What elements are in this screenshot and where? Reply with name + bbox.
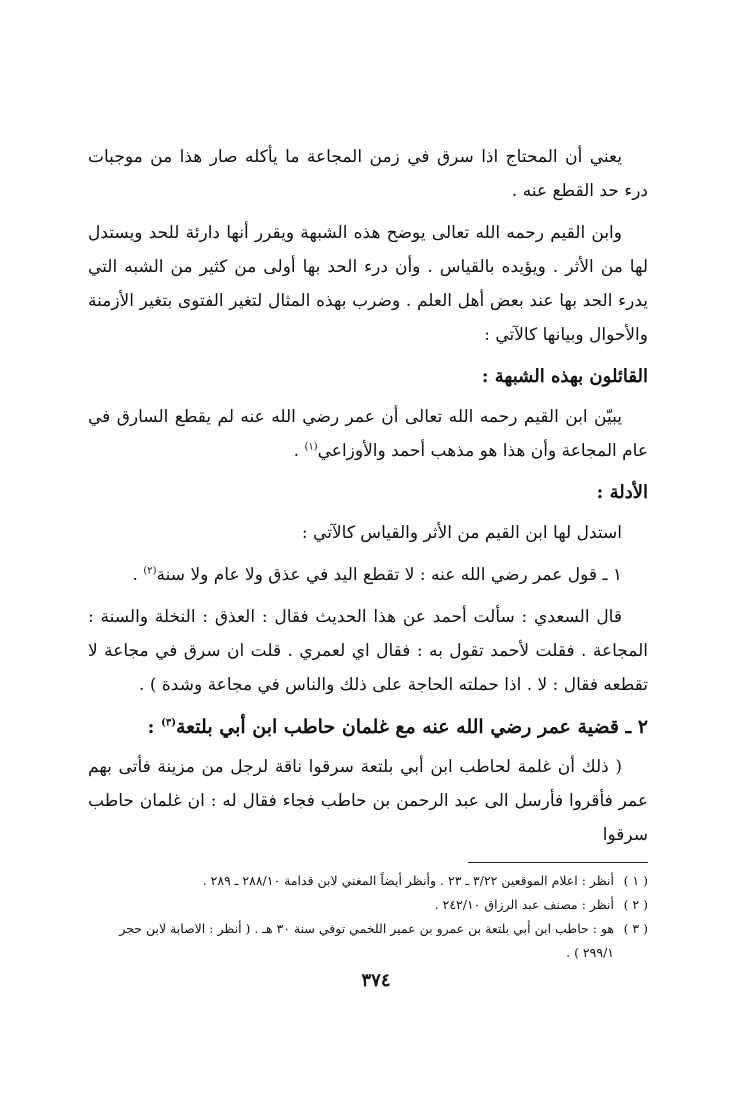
main-text <box>88 140 648 860</box>
paragraph-4: استدل لها ابن القيم من الأثر والقياس كالآتي : <box>301 523 622 543</box>
paragraph-3-text: يبيّن ابن القيم رحمه الله تعالى أن عمر رضي الله عنه لم يقطع السارق في عام المجاعة وأن هذا هو مذهب أحمد والأوزاعي <box>88 407 648 461</box>
footnote-text: أنظر : اعلام الموقعين ٣/٢٢ ـ ٢٣ . وأنظر أيضاً المغني لابن قدامة ٢٨٨/١٠ ـ ٢٨٩ . <box>202 873 614 888</box>
footnote-ref-3: (٣) <box>161 717 176 729</box>
footnote-ref-2: (٢) <box>143 565 157 577</box>
footnote-number: ( ٢ ) <box>623 897 648 912</box>
heading-case-text: ٢ ـ قضية عمر رضي الله عنه مع غلمان حاطب ابن أبي بلتعة <box>175 716 648 738</box>
footnote-divider <box>468 862 648 863</box>
paragraph-5-end: . <box>132 565 144 585</box>
footnote-text: أنظر : مصنف عبد الرزاق ٢٤٢/١٠ . <box>434 897 614 912</box>
footnote-1 <box>88 869 648 893</box>
paragraph-1: يعني أن المحتاج اذا سرق في زمن المجاعة ما يأكله صار هذا من موجبات درء حد القطع عنه . <box>88 147 648 201</box>
page-number: ٣٧٤ <box>361 970 391 991</box>
heading-proponents: القائلون بهذه الشبهة : <box>481 366 648 387</box>
paragraph-5-text: ١ ـ قول عمر رضي الله عنه : لا تقطع اليد في عذق ولا عام ولا سنة <box>156 565 622 585</box>
paragraph-3-end: . <box>293 441 305 461</box>
paragraph-2: وابن القيم رحمه الله تعالى يوضح هذه الشبهة ويقرر أنها دارئة للحد ويستدل لها من الأثر . ويؤيده بالقياس . وأن درء الحد بها أولى من كثير من الشبه التي يدرء الحد بها عند بعض أهل العلم . وضرب بهذه المثال لتغير الفتوى بتغير الأزمنة والأحوال وبيانها كالآتي : <box>88 223 648 345</box>
footnote-2 <box>88 893 648 917</box>
footnote-number: ( ١ ) <box>623 873 648 888</box>
heading-case-end: : <box>147 716 162 738</box>
heading-case-umar <box>88 710 648 744</box>
heading-evidence: الأدلة : <box>596 482 648 503</box>
footnote-3 <box>88 917 648 965</box>
footnotes <box>88 862 648 965</box>
paragraph-6: قال السعدي : سألت أحمد عن هذا الحديث فقال : العذق : النخلة والسنة : المجاعة . فقلت لأحمد تقول به : فقال اي لعمري . قلت ان سرق في مجاعة لا تقطعه فقال : لا . اذا حملته الحاجة على ذلك والناس في مجاعة وشدة ) . <box>88 607 648 695</box>
footnote-ref-1: (١) <box>304 441 318 453</box>
paragraph-7: ( ذلك أن غلمة لحاطب ابن أبي بلتعة سرقوا ناقة لرجل من مزينة فأتى بهم عمر فأقروا فأرسل الى عبد الرحمن بن حاطب فجاء فقال له : ان غلمان حاطب سرقوا <box>88 757 648 845</box>
paragraph-3 <box>88 400 648 468</box>
footnote-number: ( ٣ ) <box>623 921 648 936</box>
paragraph-5 <box>88 558 648 592</box>
footnote-text: هو : حاطب ابن أبي بلتعة بن عمرو بن عمير اللخمي توفي سنة ٣٠ هـ . ( أنظر : الاصابة لابن حجر ٢٩٩/١ ) . <box>119 921 614 960</box>
